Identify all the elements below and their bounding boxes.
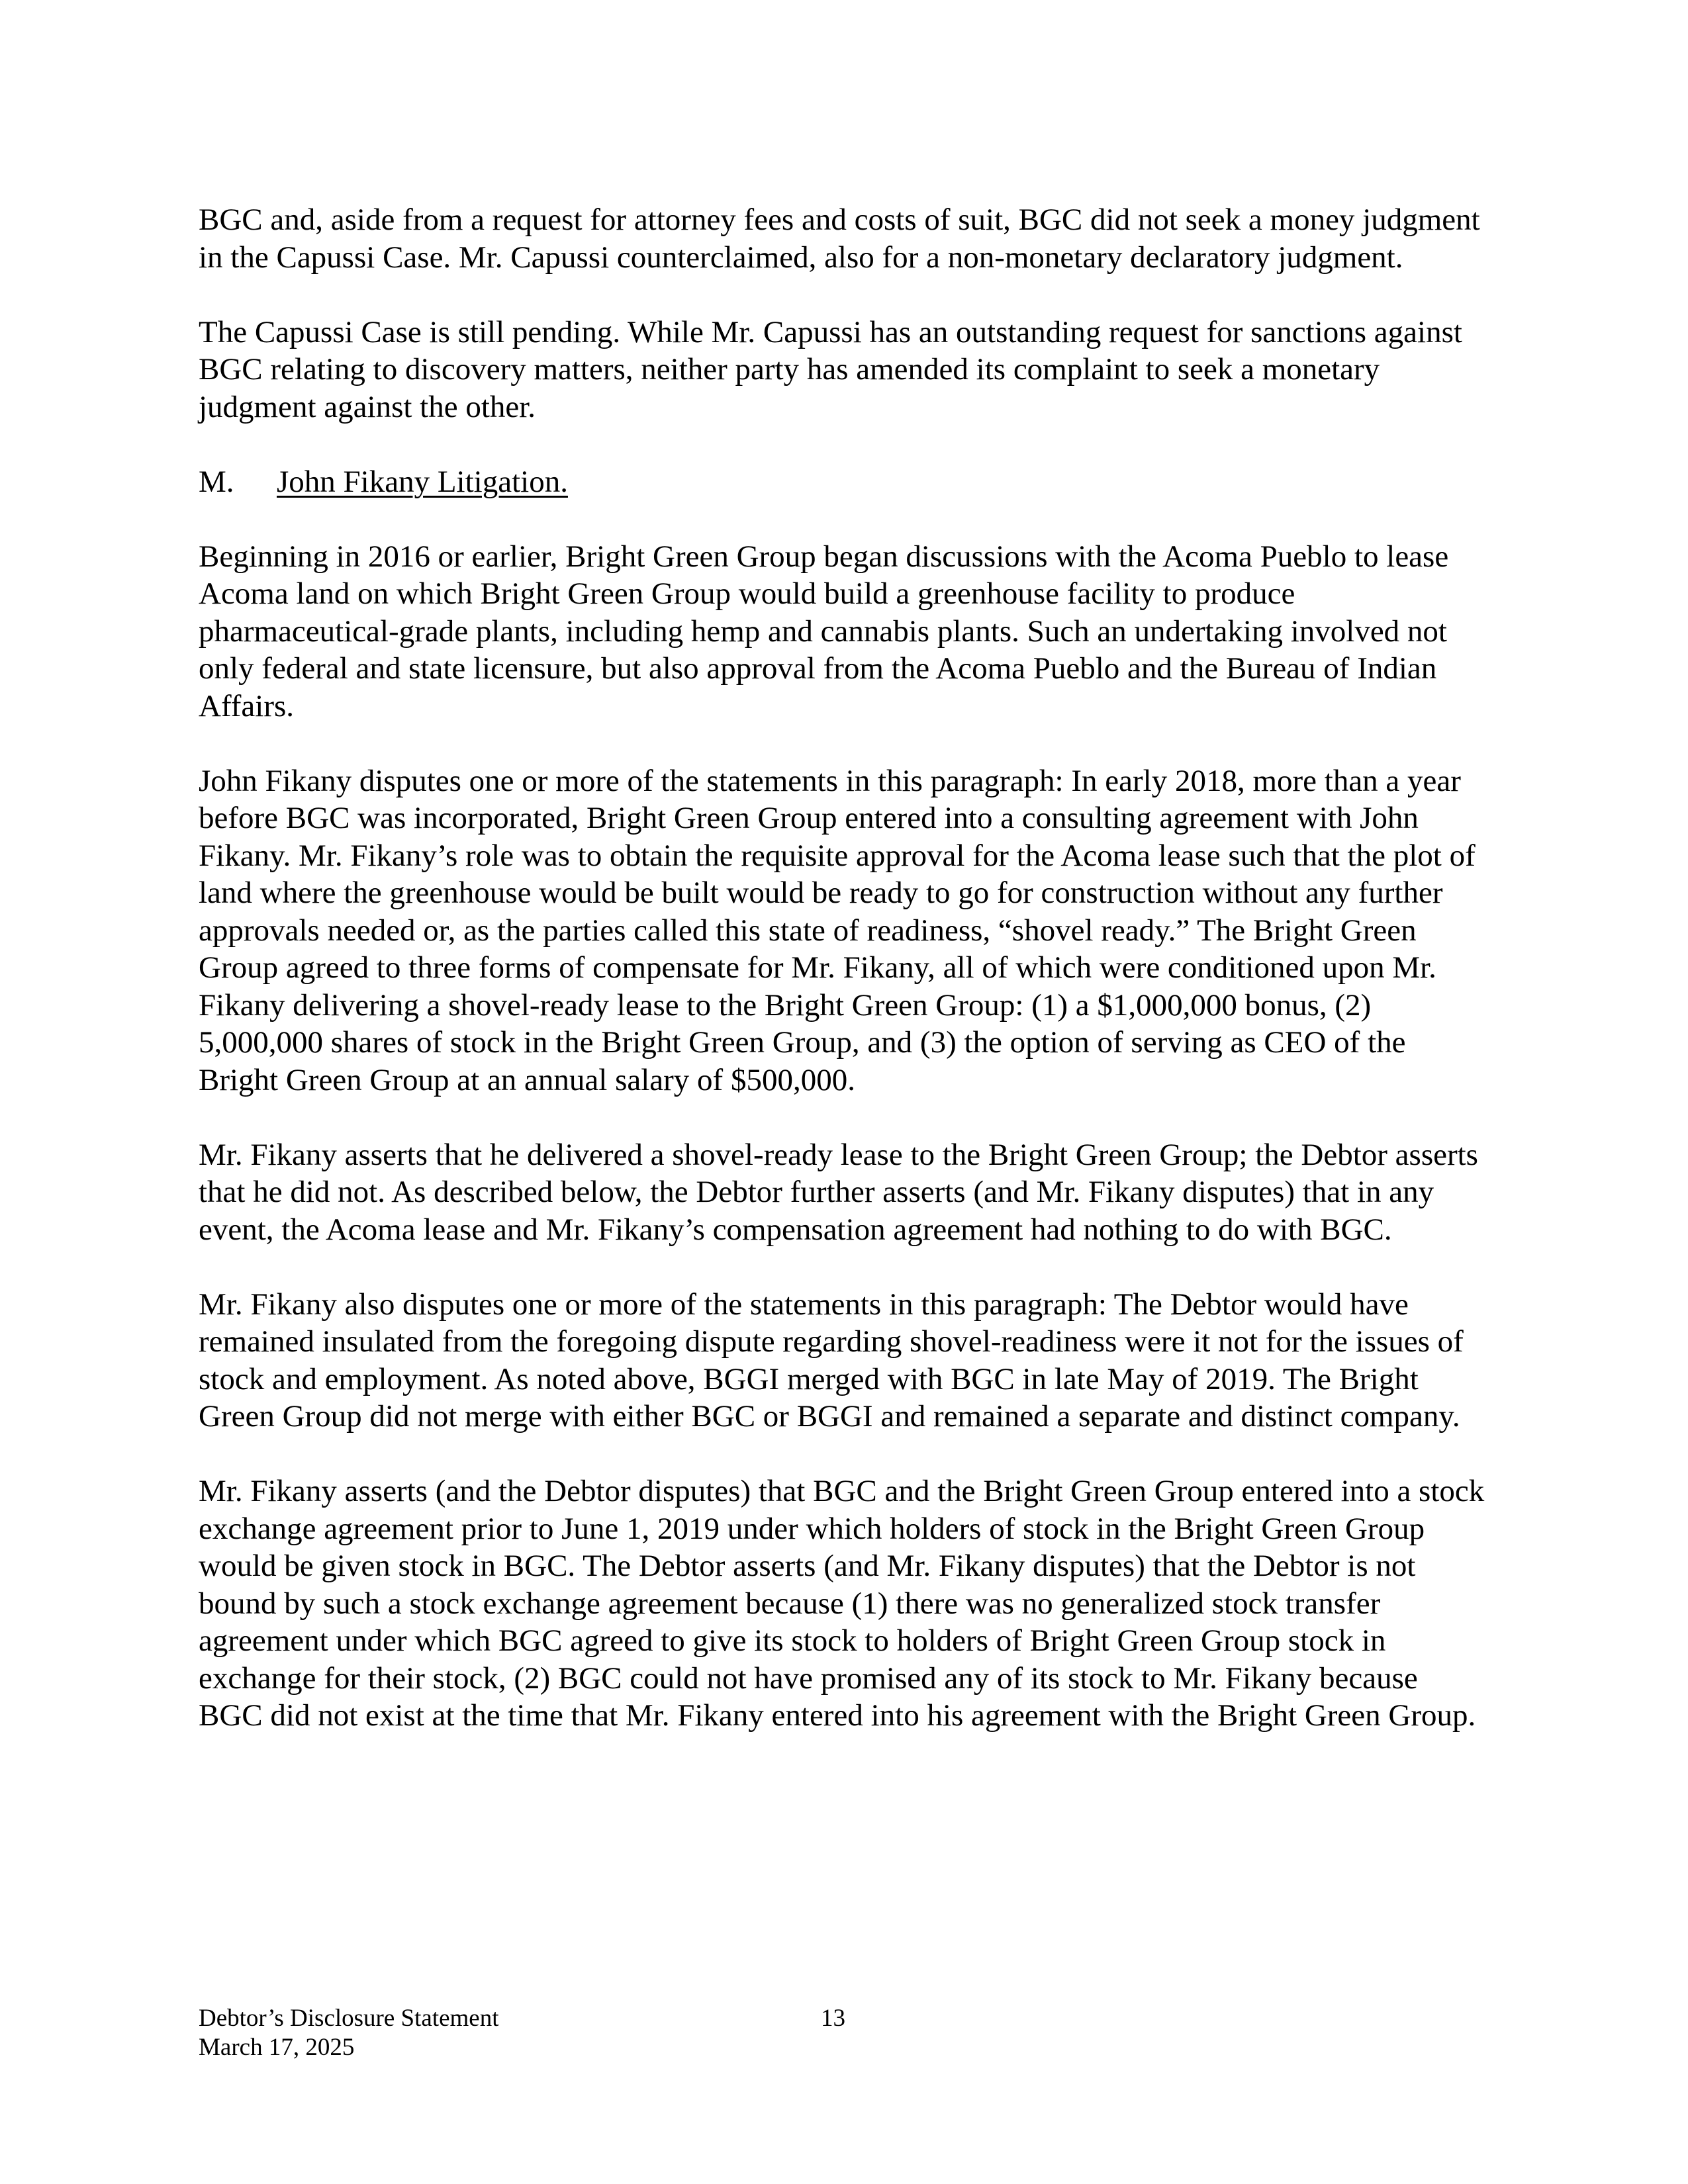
footer-doc-title: Debtor’s Disclosure Statement xyxy=(199,2005,499,2032)
paragraph-shovel-ready-dispute: Mr. Fikany asserts that he delivered a shovel-ready lease to the Bright Green Group; the Debtor asserts that he did not. As described below, the Debtor further asserts (and Mr. Fikany disputes) that in any event, the Acoma lease and Mr. Fikany’s compensation agreement had nothing to do with BGC. xyxy=(199,1137,1478,1247)
document-body xyxy=(199,201,1489,1772)
section-heading xyxy=(199,463,1489,501)
paragraph-consulting-agreement: John Fikany disputes one or more of the statements in this paragraph: In early 2018, more than a year before BGC was incorporated, Bright Green Group entered into a consulting agreement with John Fikany. Mr. Fikany’s role was to obtain the requisite approval for the Acoma lease such that the plot of land where the greenhouse would be built would be ready to go for construction without any further approvals needed or, as the parties called this state of readiness, “shovel ready.” The Bright Green Group agreed to three forms of compensate for Mr. Fikany, all of which were conditioned upon Mr. Fikany delivering a shovel-ready lease to the Bright Green Group: (1) a $1,000,000 bonus, (2) 5,000,000 shares of stock in the Bright Green Group, and (3) the option of serving as CEO of the Bright Green Group at an annual salary of $500,000. xyxy=(199,763,1476,1097)
footer-date: March 17, 2025 xyxy=(199,2034,355,2061)
paragraph-acoma-lease: Beginning in 2016 or earlier, Bright Green Group began discussions with the Acoma Pueblo to lease Acoma land on which Bright Green Group would build a greenhouse facility to produce pharmaceutical-grade plants, including hemp and cannabis plants. Such an undertaking involved not only federal and state licensure, but also approval from the Acoma Pueblo and the Bureau of Indian Affairs. xyxy=(199,539,1449,723)
paragraph-stock-exchange: Mr. Fikany asserts (and the Debtor disputes) that BGC and the Bright Green Group entered into a stock exchange agreement prior to June 1, 2019 under which holders of stock in the Bright Green Group would be given stock in BGC. The Debtor asserts (and Mr. Fikany disputes) that the Debtor is not bound by such a stock exchange agreement because (1) there was no generalized stock transfer agreement under which BGC agreed to give its stock to holders of Bright Green Group stock in exchange for their stock, (2) BGC could not have promised any of its stock to Mr. Fikany because BGC did not exist at the time that Mr. Fikany entered into his agreement with the Bright Green Group. xyxy=(199,1474,1485,1733)
section-title: John Fikany Litigation. xyxy=(277,464,568,499)
section-letter: M. xyxy=(199,464,234,499)
page-number: 13 xyxy=(821,2005,845,2032)
footer-info xyxy=(199,2004,499,2062)
paragraph-capussi-pending: The Capussi Case is still pending. While Mr. Capussi has an outstanding request for sanctions against BGC relating to discovery matters, neither party has amended its complaint to seek a monetary judgment against the other. xyxy=(199,314,1462,424)
paragraph-merger: Mr. Fikany also disputes one or more of the statements in this paragraph: The Debtor would have remained insulated from the foregoing dispute regarding shovel-readiness were it not for the issues of stock and employment. As noted above, BGGI merged with BGC in late May of 2019. The Bright Green Group did not merge with either BGC or BGGI and remained a separate and distinct company. xyxy=(199,1287,1464,1433)
paragraph-capussi-judgment: BGC and, aside from a request for attorney fees and costs of suit, BGC did not seek a money judgment in the Capussi Case. Mr. Capussi counterclaimed, also for a non-monetary declaratory judgment. xyxy=(199,203,1480,275)
